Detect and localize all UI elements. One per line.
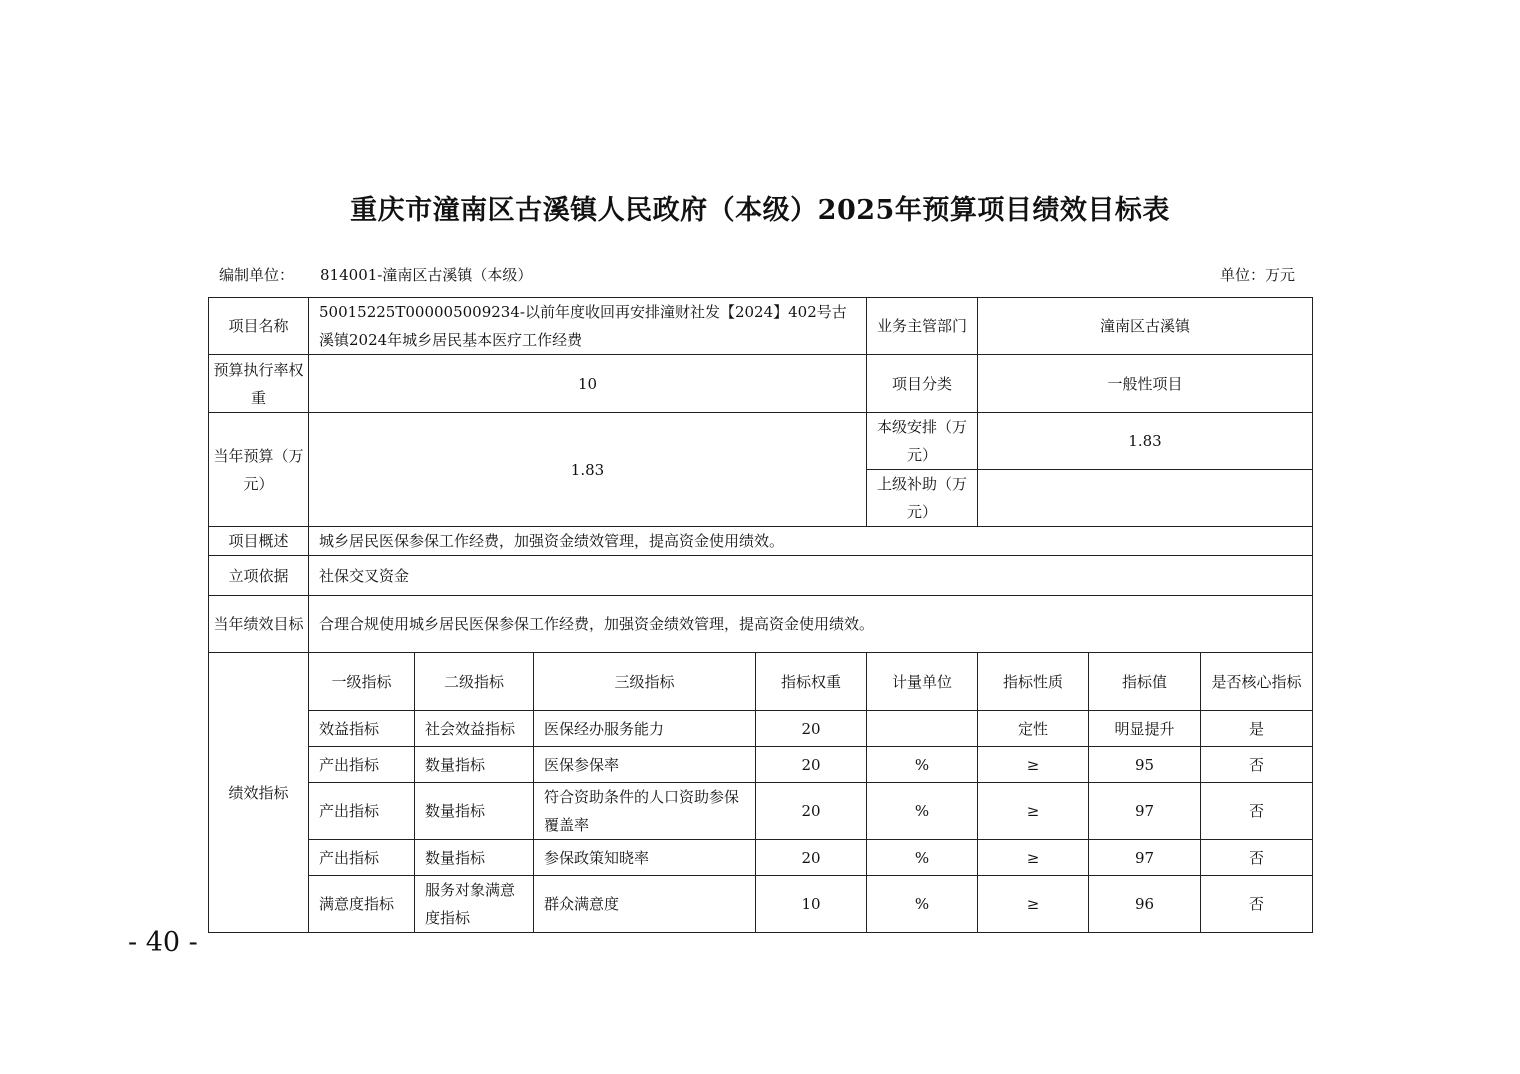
indicator-level3: 医保参保率	[534, 747, 756, 783]
indicator-value: 97	[1089, 783, 1201, 840]
indicator-weight: 20	[756, 747, 867, 783]
basis-label: 立项依据	[209, 556, 309, 596]
header-level3: 三级指标	[534, 653, 756, 711]
dept-value: 潼南区古溪镇	[978, 298, 1313, 355]
indicator-unit	[867, 711, 978, 747]
table-row	[209, 711, 1313, 747]
compiling-unit-value: 814001-潼南区古溪镇（本级）	[320, 266, 533, 284]
indicator-nature: 定性	[978, 711, 1089, 747]
dept-label: 业务主管部门	[867, 298, 978, 355]
indicator-value: 明显提升	[1089, 711, 1201, 747]
page-number: - 40 -	[128, 927, 198, 958]
indicator-core: 否	[1201, 783, 1313, 840]
indicator-unit: %	[867, 747, 978, 783]
row-overview	[209, 527, 1313, 556]
budget-label: 当年预算（万元）	[209, 413, 309, 527]
indicator-level2: 数量指标	[415, 783, 534, 840]
indicator-level1: 效益指标	[309, 711, 415, 747]
row-project-name	[209, 298, 1313, 355]
indicator-level1: 满意度指标	[309, 876, 415, 933]
category-label: 项目分类	[867, 355, 978, 413]
basis-value: 社保交叉资金	[309, 556, 1313, 596]
indicator-weight: 20	[756, 783, 867, 840]
header-core: 是否核心指标	[1201, 653, 1313, 711]
row-weight	[209, 355, 1313, 413]
table-row	[209, 783, 1313, 840]
overview-label: 项目概述	[209, 527, 309, 556]
project-name-label: 项目名称	[209, 298, 309, 355]
category-value: 一般性项目	[978, 355, 1313, 413]
header-nature: 指标性质	[978, 653, 1089, 711]
performance-table	[208, 297, 1313, 933]
table-row	[209, 840, 1313, 876]
upper-subsidy-value	[978, 470, 1313, 527]
indicator-value: 95	[1089, 747, 1201, 783]
indicator-level2: 服务对象满意度指标	[415, 876, 534, 933]
indicators-label: 绩效指标	[209, 653, 309, 933]
header-level1: 一级指标	[309, 653, 415, 711]
compiling-unit-label: 编制单位：	[219, 266, 295, 284]
indicator-core: 是	[1201, 711, 1313, 747]
indicator-weight: 10	[756, 876, 867, 933]
indicator-core: 否	[1201, 876, 1313, 933]
compiling-unit	[219, 264, 532, 285]
header-weight: 指标权重	[756, 653, 867, 711]
row-goal	[209, 596, 1313, 653]
indicator-level1: 产出指标	[309, 747, 415, 783]
indicator-core: 否	[1201, 747, 1313, 783]
page-title: 重庆市潼南区古溪镇人民政府（本级）2025年预算项目绩效目标表	[350, 195, 1170, 226]
indicator-unit: %	[867, 876, 978, 933]
indicator-unit: %	[867, 783, 978, 840]
budget-value: 1.83	[309, 413, 867, 527]
indicator-value: 96	[1089, 876, 1201, 933]
indicator-nature: ≥	[978, 747, 1089, 783]
indicator-level3: 群众满意度	[534, 876, 756, 933]
indicator-unit: %	[867, 840, 978, 876]
indicator-nature: ≥	[978, 840, 1089, 876]
self-funding-label: 本级安排（万元）	[867, 413, 978, 470]
header-value: 指标值	[1089, 653, 1201, 711]
indicator-level2: 数量指标	[415, 840, 534, 876]
header-unit: 计量单位	[867, 653, 978, 711]
indicator-level1: 产出指标	[309, 783, 415, 840]
weight-value: 10	[309, 355, 867, 413]
indicator-value: 97	[1089, 840, 1201, 876]
indicator-level2: 数量指标	[415, 747, 534, 783]
indicator-level2: 社会效益指标	[415, 711, 534, 747]
project-name-value: 50015225T000005009234-以前年度收回再安排潼财社发【2024】402号古溪镇2024年城乡居民基本医疗工作经费	[309, 298, 867, 355]
indicator-weight: 20	[756, 711, 867, 747]
indicator-header-row	[209, 653, 1313, 711]
currency-unit: 单位：万元	[1220, 266, 1296, 284]
table-row	[209, 876, 1313, 933]
indicator-level3: 符合资助条件的人口资助参保覆盖率	[534, 783, 756, 840]
weight-label: 预算执行率权重	[209, 355, 309, 413]
overview-value: 城乡居民医保参保工作经费，加强资金绩效管理，提高资金使用绩效。	[309, 527, 1313, 556]
indicator-level3: 医保经办服务能力	[534, 711, 756, 747]
goal-label: 当年绩效目标	[209, 596, 309, 653]
indicator-level1: 产出指标	[309, 840, 415, 876]
self-funding-value: 1.83	[978, 413, 1313, 470]
header-level2: 二级指标	[415, 653, 534, 711]
indicator-weight: 20	[756, 840, 867, 876]
row-basis	[209, 556, 1313, 596]
indicator-nature: ≥	[978, 783, 1089, 840]
goal-value: 合理合规使用城乡居民医保参保工作经费，加强资金绩效管理，提高资金使用绩效。	[309, 596, 1313, 653]
row-budget	[209, 413, 1313, 470]
table-row	[209, 747, 1313, 783]
indicator-nature: ≥	[978, 876, 1089, 933]
indicator-level3: 参保政策知晓率	[534, 840, 756, 876]
upper-subsidy-label: 上级补助（万元）	[867, 470, 978, 527]
indicator-core: 否	[1201, 840, 1313, 876]
